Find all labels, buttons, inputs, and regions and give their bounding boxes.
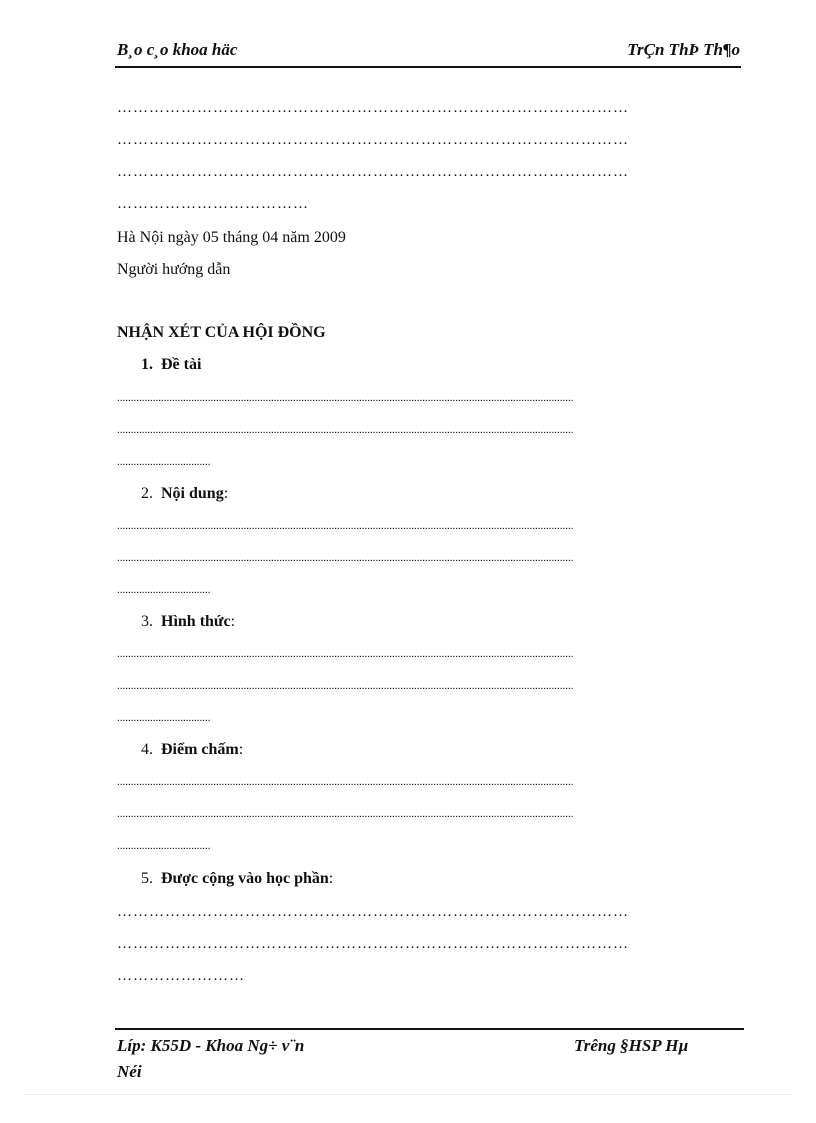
item-number: 1. <box>141 356 153 373</box>
dotted-line: …………………………………………………………………………………… <box>117 904 629 920</box>
dotted-line: ...................................................................................................................................................................... <box>117 808 574 820</box>
supervisor-label: Người hướng dẫn <box>117 261 231 278</box>
dotted-line: ...................................................................................................................................................................... <box>117 392 574 404</box>
footer-left: Líp: K55D - Khoa Ng÷ v¨n <box>117 1036 305 1055</box>
dotted-line: …………………………………………………………………………………… <box>117 936 629 952</box>
header-left: B¸o c¸o khoa häc <box>117 40 238 59</box>
section-title: NHẬN XÉT CỦA HỘI ĐỒNG <box>117 324 326 341</box>
page-bottom-divider <box>25 1094 791 1095</box>
item-suffix: : <box>238 741 244 758</box>
item-number: 3. <box>141 613 153 630</box>
dotted-line: …………………………………………………………………………………… <box>117 100 629 116</box>
item-label: Đề tài <box>161 356 202 373</box>
dotted-line: …………………… <box>117 968 245 984</box>
item-suffix: : <box>230 613 236 630</box>
footer-rule <box>115 1028 744 1030</box>
dotted-line: ...................................................................................................................................................................... <box>117 520 574 532</box>
item-3-heading <box>141 613 235 631</box>
dotted-line: ……………………………… <box>117 196 309 212</box>
header-rule <box>115 66 741 68</box>
item-1-heading <box>141 356 201 374</box>
dotted-line: …………………………………………………………………………………… <box>117 132 629 148</box>
dotted-line: ...................................................................................................................................................................... <box>117 552 574 564</box>
item-suffix: : <box>223 485 229 502</box>
item-suffix: : <box>328 870 334 887</box>
dotted-line: ...................................................................................................................................................................... <box>117 680 574 692</box>
date-line: Hà Nội ngày 05 tháng 04 năm 2009 <box>117 229 346 246</box>
dotted-line: .................................. <box>117 840 211 852</box>
header-right: TrÇn ThÞ Th¶o <box>627 40 740 59</box>
item-number: 4. <box>141 741 153 758</box>
dotted-line: ...................................................................................................................................................................... <box>117 648 574 660</box>
dotted-line: .................................. <box>117 456 211 468</box>
dotted-line: ...................................................................................................................................................................... <box>117 424 574 436</box>
dotted-line: ...................................................................................................................................................................... <box>117 776 574 788</box>
item-label: Nội dung <box>161 485 224 502</box>
dotted-line: .................................. <box>117 584 211 596</box>
item-4-heading <box>141 741 243 759</box>
dotted-line: .................................. <box>117 712 211 724</box>
item-number: 5. <box>141 870 153 887</box>
item-2-heading <box>141 485 228 503</box>
item-label: Hình thức <box>161 613 231 630</box>
footer-right: Trêng §HSP Hµ <box>574 1036 689 1055</box>
item-label: Được cộng vào học phần <box>161 870 329 887</box>
dotted-line: …………………………………………………………………………………… <box>117 164 629 180</box>
item-number: 2. <box>141 485 153 502</box>
item-label: Điểm chấm <box>161 741 239 758</box>
footer-left-continued: Néi <box>117 1062 142 1081</box>
item-5-heading <box>141 870 333 888</box>
